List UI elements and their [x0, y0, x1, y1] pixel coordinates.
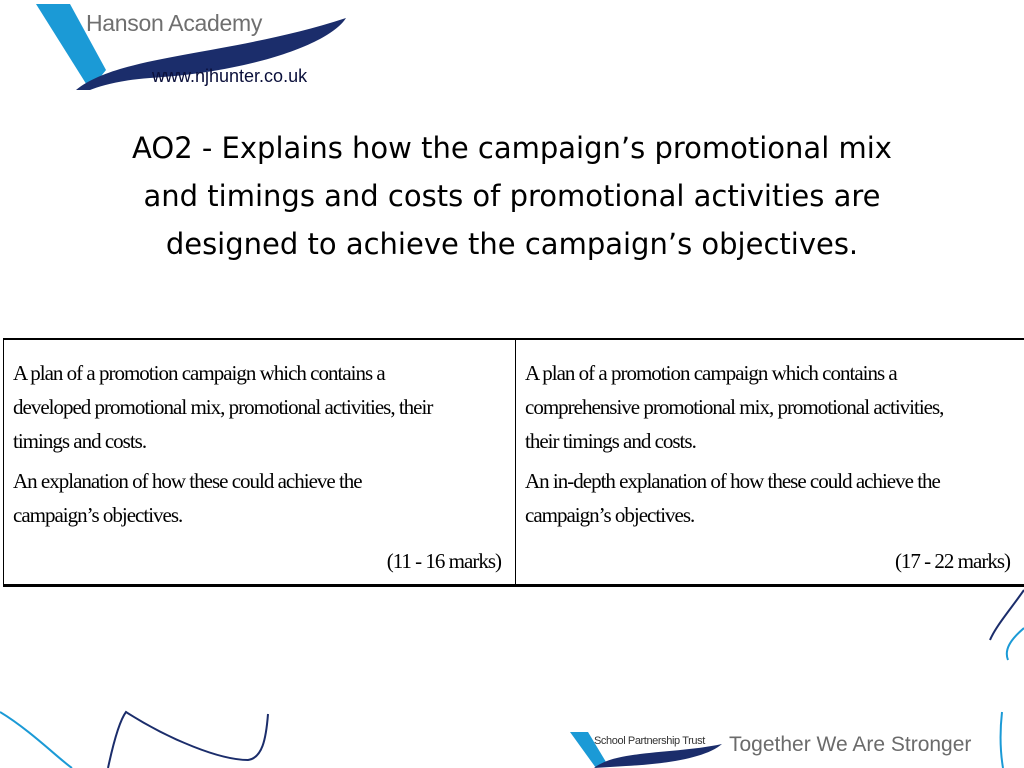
rubric-line: An explanation of how these could achieve the	[13, 469, 362, 493]
footer-slogan: Together We Are Stronger	[729, 733, 972, 756]
slide-title	[60, 124, 964, 268]
rubric-cell-11-16	[4, 340, 516, 584]
logo-url: www.njhunter.co.uk	[152, 66, 308, 86]
rubric-text	[525, 464, 1024, 532]
rubric-line: developed promotional mix, promotional activities, their	[13, 395, 433, 419]
rubric-text	[525, 356, 1024, 458]
rubric-line: campaign’s objectives.	[13, 503, 183, 527]
marks-label: (11 - 16 marks)	[386, 549, 501, 573]
rubric-line: An in-depth explanation of how these could achieve the	[525, 469, 940, 493]
marks-label: (17 - 22 marks)	[894, 549, 1010, 573]
title-line-2: and timings and costs of promotional activities are	[143, 179, 881, 213]
footer-trust-name: School Partnership Trust	[594, 735, 705, 747]
title-line-1: AO2 - Explains how the campaign’s promotional mix	[132, 131, 892, 165]
rubric-cell-17-22	[516, 340, 1024, 584]
rubric-text	[13, 464, 505, 532]
rubric-text	[13, 356, 505, 458]
rubric-table	[3, 338, 1024, 587]
rubric-line: their timings and costs.	[525, 429, 696, 453]
rubric-line: comprehensive promotional mix, promotional activities,	[525, 395, 944, 419]
rubric-line: timings and costs.	[13, 429, 147, 453]
title-line-3: designed to achieve the campaign’s objectives.	[165, 227, 859, 261]
rubric-line: A plan of a promotion campaign which contains a	[13, 361, 385, 385]
logo-name: Hanson Academy	[86, 10, 263, 36]
rubric-line: A plan of a promotion campaign which contains a	[525, 361, 897, 385]
rubric-line: campaign’s objectives.	[525, 503, 695, 527]
